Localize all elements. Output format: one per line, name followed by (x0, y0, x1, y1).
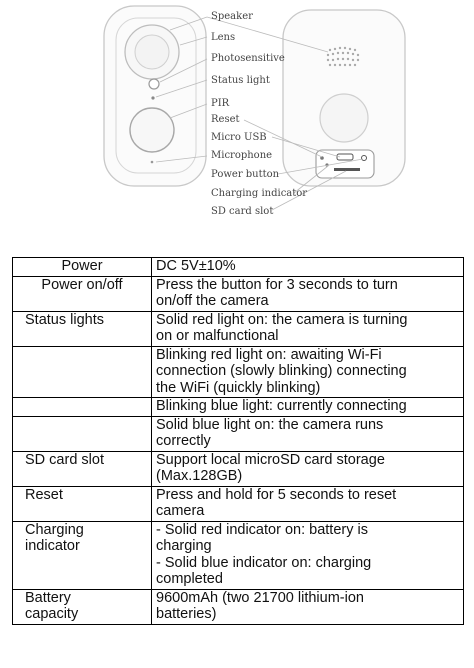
label-status-light: Status light (211, 75, 270, 86)
feature-cell (13, 398, 152, 417)
description-text: correctly (156, 433, 211, 449)
description-text: Blinking red light on: awaiting Wi-Fi (156, 346, 382, 363)
label-lens: Lens (211, 32, 236, 43)
back-mount-ring (320, 94, 368, 142)
description-text: 9600mAh (two 21700 lithium-ion (156, 589, 364, 606)
description-text: DC 5V±10% (156, 258, 236, 274)
description-text: Solid red light on: the camera is turning (156, 311, 408, 328)
description-cell (152, 258, 464, 277)
feature-cell (13, 311, 152, 346)
feature-cell (13, 589, 152, 624)
description-text: charging (156, 538, 212, 554)
pir-ring (130, 108, 174, 152)
feature-cell (13, 521, 152, 589)
label-pir: PIR (211, 98, 230, 109)
description-text: Press and hold for 5 seconds to reset (156, 486, 397, 503)
feature-text: Reset (25, 486, 63, 503)
table-row-status-lights-blinking-blue (13, 398, 464, 417)
label-reset: Reset (211, 114, 240, 125)
table-row-power (13, 258, 464, 277)
feature-cell (13, 416, 152, 451)
description-cell (152, 311, 464, 346)
feature-text: Power on/off (41, 276, 123, 293)
description-cell (152, 346, 464, 398)
feature-text: Power (61, 258, 103, 274)
label-sd-card-slot: SD card slot (211, 206, 274, 217)
feature-text: Status lights (25, 311, 104, 328)
status-light-dot (151, 96, 154, 99)
camera-diagram (0, 0, 474, 230)
description-cell (152, 416, 464, 451)
table-row-battery-capacity (13, 589, 464, 624)
feature-text: SD card slot (25, 451, 104, 468)
description-cell (152, 398, 464, 417)
description-text: - Solid red indicator on: battery is (156, 521, 368, 538)
feature-cell (13, 451, 152, 486)
feature-cell (13, 486, 152, 521)
description-cell (152, 521, 464, 589)
description-cell (152, 486, 464, 521)
feature-text: capacity (25, 606, 79, 622)
description-text: completed (156, 571, 223, 587)
description-cell (152, 276, 464, 311)
description-cell (152, 589, 464, 624)
description-text: camera (156, 503, 205, 519)
power-button-dot (362, 156, 367, 161)
description-text: Press the button for 3 seconds to turn (156, 276, 398, 293)
description-text: Support local microSD card storage (156, 451, 385, 468)
description-text: Solid blue light on: the camera runs (156, 416, 384, 433)
feature-cell (13, 346, 152, 398)
table-row-sd-card-slot (13, 451, 464, 486)
feature-cell (13, 258, 152, 277)
description-text: the WiFi (quickly blinking) (156, 379, 321, 396)
table-row-charging-indicator (13, 521, 464, 589)
table-row-status-lights-blinking-red (13, 346, 464, 398)
feature-text: Charging (25, 521, 84, 538)
label-speaker: Speaker (211, 11, 253, 22)
lens-inner (135, 35, 169, 69)
table-row-power-on-off (13, 276, 464, 311)
label-microphone: Microphone (211, 150, 273, 161)
label-photosensitive: Photosensitive (211, 53, 285, 64)
description-text: on or malfunctional (156, 328, 279, 344)
table-row-status-lights (13, 311, 464, 346)
label-power-button: Power button (211, 169, 280, 180)
table-row-status-lights-solid-blue (13, 416, 464, 451)
photosensitive-dot (149, 79, 159, 89)
sd-card-slot (334, 168, 360, 171)
feature-cell (13, 276, 152, 311)
feature-text: Battery (25, 589, 71, 606)
spec-table (12, 257, 464, 625)
microphone-dot (151, 161, 154, 164)
feature-text: indicator (25, 538, 80, 554)
description-text: (Max.128GB) (156, 468, 243, 484)
description-text: on/off the camera (156, 293, 269, 309)
table-row-reset (13, 486, 464, 521)
description-text: batteries) (156, 606, 217, 622)
label-micro-usb: Micro USB (211, 132, 267, 143)
label-charging-indicator: Charging indicator (211, 188, 308, 199)
description-cell (152, 451, 464, 486)
description-text: Blinking blue light: currently connecting (156, 398, 407, 414)
description-text: - Solid blue indicator on: charging (156, 554, 372, 571)
description-text: connection (slowly blinking) connecting (156, 363, 407, 379)
